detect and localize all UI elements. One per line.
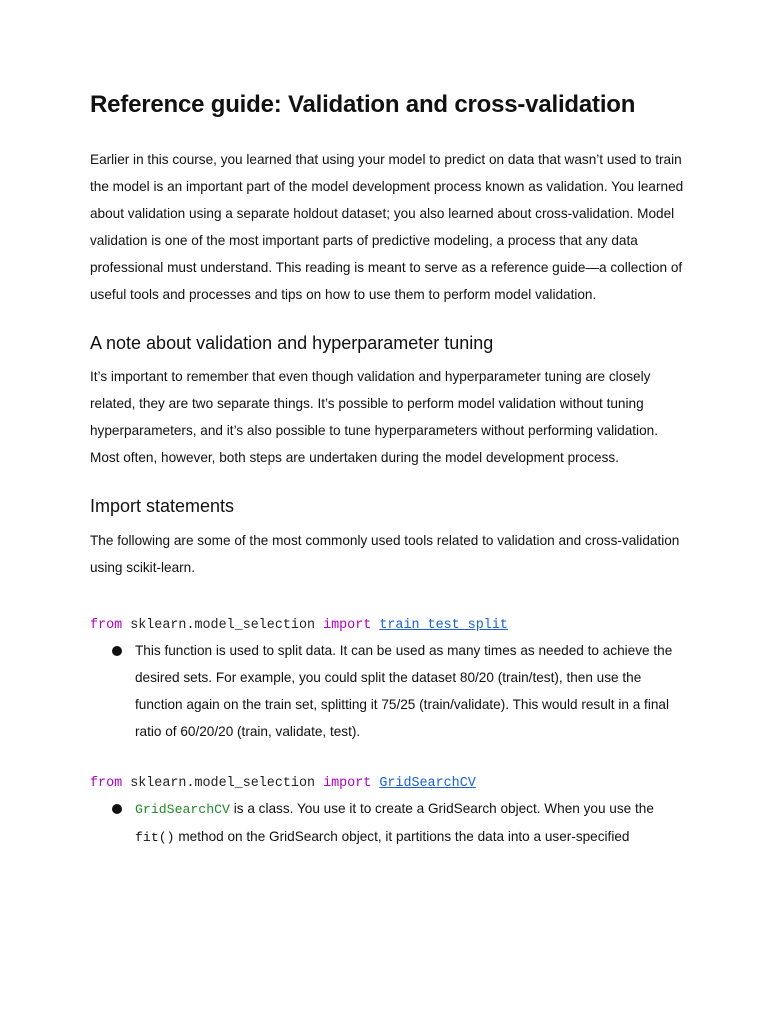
fit-method-code: fit() bbox=[135, 830, 175, 845]
code-module-name: sklearn.model_selection bbox=[130, 618, 316, 633]
bullet-dot-icon bbox=[112, 804, 122, 814]
bullet-gridsearchcv-text-1: is a class. You use it to create a GridSearch object. When you use the bbox=[233, 801, 654, 816]
code-import-train-test-split bbox=[90, 616, 690, 636]
section-heading-validation-tuning: A note about validation and hyperparameter tuning bbox=[90, 333, 494, 353]
intro-paragraph: Earlier in this course, you learned that using your model to predict on data that wasn’t used to train the model is an important part of the model development process known as validation. You learned about validation using a separate holdout dataset; you also learned about cross-validation. Model validation is one of the most important parts of predictive modeling, a process that any data professional must understand. This reading is meant to serve as a reference guide—a collection of useful tools and processes and tips on how to use them to perform model validation. bbox=[90, 152, 684, 302]
code-keyword-import: import bbox=[323, 618, 372, 633]
bullet-train-test-split-text: This function is used to split data. It can be used as many times as needed to achieve the desired sets. For example, you could split the dataset 80/20 (train/test), then use the function again on the train set, splitting it 75/25 (train/validate). This would result in a final ratio of 60/20/20 (train, validate, test). bbox=[135, 643, 673, 739]
section-import-statements-body: The following are some of the most commonly used tools related to validation and cross-validation using scikit-learn. bbox=[90, 533, 680, 575]
code-keyword-from: from bbox=[90, 776, 123, 791]
code-keyword-from: from bbox=[90, 618, 123, 633]
code-keyword-import: import bbox=[323, 776, 372, 791]
bullet-gridsearchcv-text-2: method on the GridSearch object, it partitions the data into a user-specified bbox=[178, 829, 630, 844]
train-test-split-link[interactable]: train_test_split bbox=[379, 618, 508, 633]
document-page bbox=[90, 88, 690, 851]
section-validation-tuning-body: It’s important to remember that even though validation and hyperparameter tuning are closely related, they are two separate things. It’s possible to perform model validation without tuning hyperparameters, and it’s also possible to tune hyperparameters without performing validation. Most often, however, both steps are undertaken during the model development process. bbox=[90, 369, 658, 465]
gridsearchcv-class-code: GridSearchCV bbox=[135, 802, 230, 817]
gridsearchcv-link[interactable]: GridSearchCV bbox=[379, 776, 476, 791]
page-title: Reference guide: Validation and cross-validation bbox=[90, 91, 636, 118]
bullet-dot-icon bbox=[112, 646, 122, 656]
code-module-name: sklearn.model_selection bbox=[130, 776, 316, 791]
bullet-train-test-split bbox=[135, 637, 690, 745]
bullet-gridsearchcv bbox=[135, 795, 690, 851]
code-import-gridsearchcv bbox=[90, 774, 690, 794]
section-heading-import-statements: Import statements bbox=[90, 496, 235, 516]
